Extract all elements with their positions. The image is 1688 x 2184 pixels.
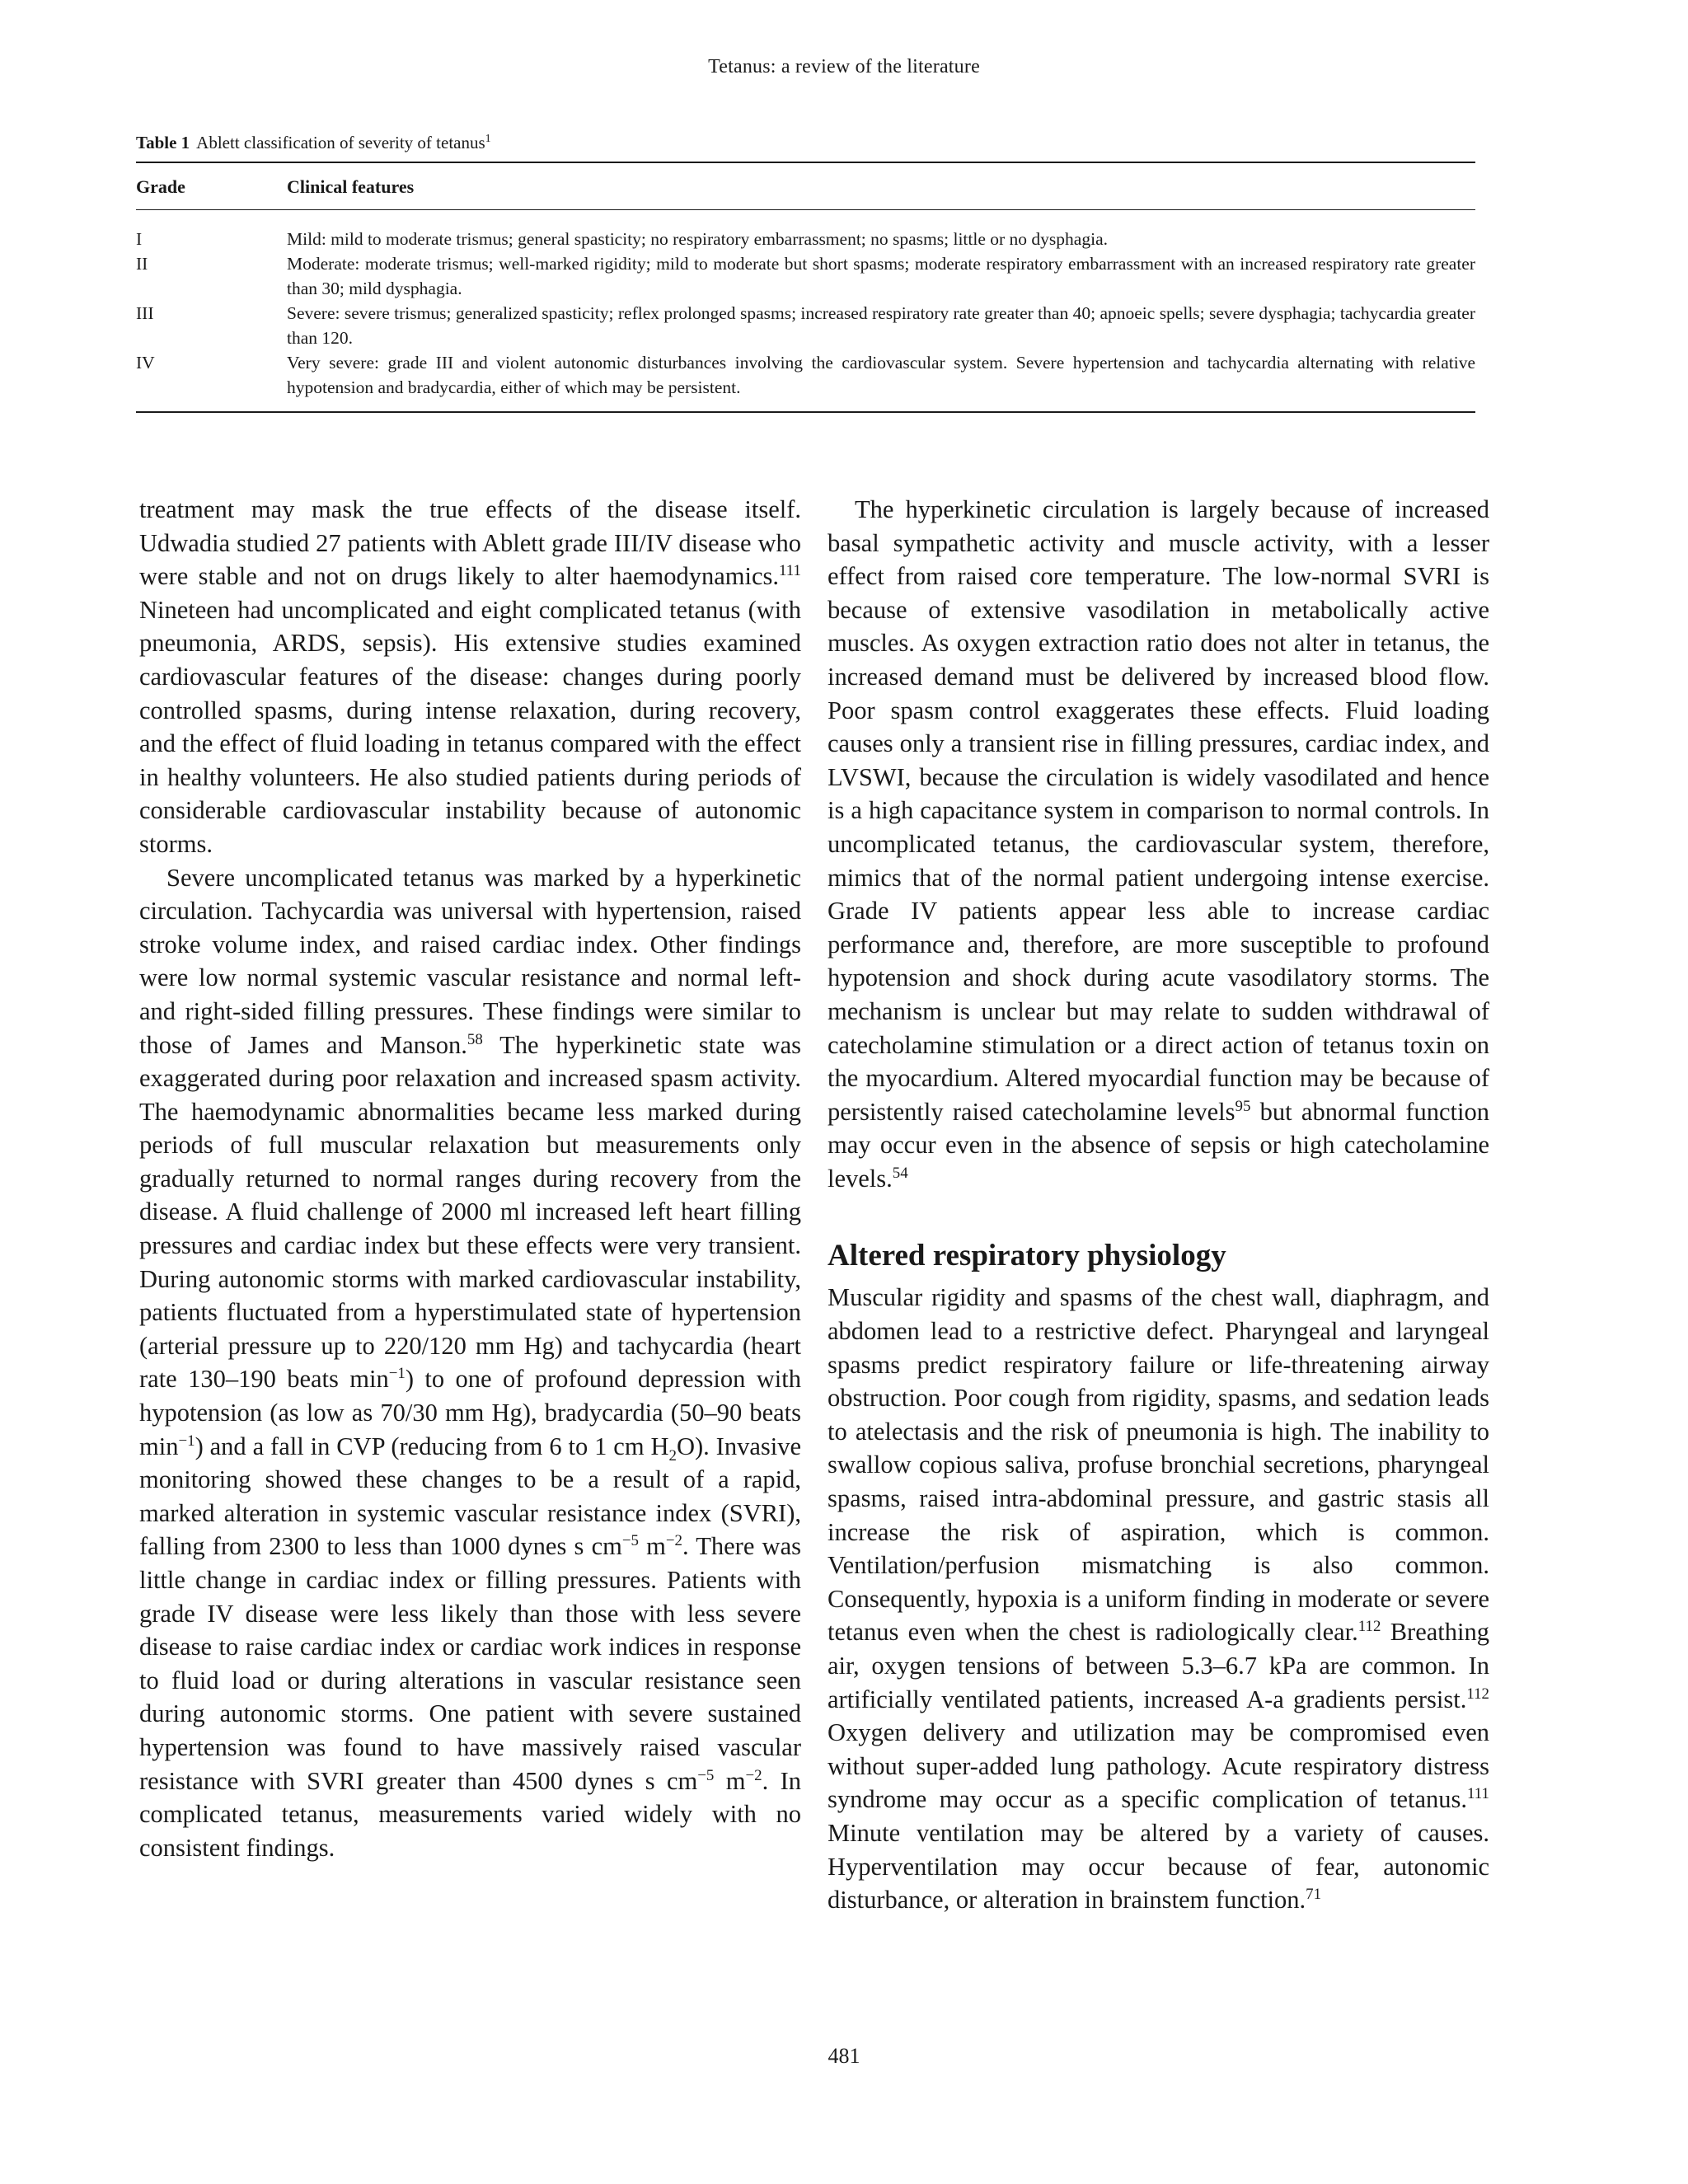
exponent: −1 xyxy=(178,1432,195,1450)
subscript: 2 xyxy=(668,1446,677,1465)
citation-ref: 111 xyxy=(1467,1785,1489,1803)
table-row xyxy=(136,227,1475,251)
table-cell-grade: II xyxy=(136,254,148,274)
exponent: −1 xyxy=(388,1365,406,1383)
table-1 xyxy=(136,132,1475,413)
text-run: Muscular rigidity and spasms of the chest wall, diaphragm, and abdomen lead to a restrictive defect. Pharyngeal and laryngeal spasms predict respiratory failure or life-threatening airway obstruction. Poor cough from rigidity, spasms, and sedation leads to atelectasis and the risk of pneumonia is high. The inability to swallow copious saliva, profuse bronchial secretions, pharyngeal spasms, raised intra-abdominal pressure, and gastric stasis all increase the risk of aspiration, which is common. Ventilation/perfusion mismatching is also common. Consequently, hypoxia is a uniform finding in moderate or severe tetanus even when the chest is radiologically clear. xyxy=(828,1283,1489,1647)
citation-ref: 71 xyxy=(1306,1886,1322,1903)
citation-ref: 112 xyxy=(1466,1685,1489,1703)
table-header-grade: Grade xyxy=(136,176,185,197)
section-heading: Altered respiratory physiology xyxy=(828,1239,1226,1273)
text-run: . In complicated tetanus, measurements varied widely with no consistent findings. xyxy=(139,1766,801,1862)
text-run: m xyxy=(638,1532,666,1561)
table-cell-grade: III xyxy=(136,303,154,323)
table-cell-grade: I xyxy=(136,229,143,249)
table-row xyxy=(136,301,1475,350)
text-run: Minute ventilation may be altered by a variety of causes. Hyperventilation may occur because of fear, autonomic disturbance, or alteration in brainstem function. xyxy=(828,1818,1489,1915)
text-run: but abnormal function may occur even in the absence of sepsis or high catecholamine levels. xyxy=(828,1097,1489,1193)
table-bottom-rule xyxy=(136,411,1475,413)
text-run: The hyperkinetic circulation is largely because of increased basal sympathetic activity and muscle activity, with a lesser effect from raised core temperature. The low-normal SVRI is because of extensive vasodilation in metabolically active muscles. As oxygen extraction ratio does not alter in tetanus, the increased demand must be delivered by increased blood flow. Poor spasm control exaggerates these effects. Fluid loading causes only a transient rise in filling pressures, cardiac index, and LVSWI, because the circulation is widely vasodilated and hence is a high capacitance system in comparison to normal controls. In uncomplicated tetanus, the cardiovascular system, therefore, mimics that of the normal patient undergoing intense exercise. Grade IV patients appear less able to increase cardiac performance and, therefore, are more susceptible to profound hypotension and shock during acute vasodilatory storms. The mechanism is unclear but may relate to sudden withdrawal of catecholamine stimulation or a direct action of tetanus toxin on the myocardium. Altered myocardial function may be because of persistently raised catecholamine levels xyxy=(828,495,1489,1126)
body-paragraph xyxy=(139,493,801,861)
left-column xyxy=(139,493,801,1864)
exponent: −5 xyxy=(697,1766,715,1784)
table-caption-ref: 1 xyxy=(485,133,491,145)
body-paragraph xyxy=(828,493,1489,1195)
text-run: Severe uncomplicated tetanus was marked by a hyperkinetic circulation. Tachycardia was universal with hypertension, raised stroke volume index, and raised cardiac index. Other findings were low normal systemic vascular resistance and normal left- and right-sided filling pressures. These findings were similar to those of James and Manson. xyxy=(139,863,801,1059)
table-body xyxy=(136,227,1475,400)
text-run: Nineteen had uncomplicated and eight complicated tetanus (with pneumonia, ARDS, sepsis). His extensive studies examined cardiovascular features of the disease: changes during poorly controlled spasms, during intense relaxation, during recovery, and the effect of fluid loading in tetanus compared with the effect in healthy volunteers. He also studied patients during periods of considerable cardiovascular instability because of autonomic storms. xyxy=(139,595,801,858)
exponent: −5 xyxy=(621,1532,639,1550)
text-run: treatment may mask the true effects of the disease itself. Udwadia studied 27 patients with Ablett grade III/IV disease who were stable and not on drugs likely to alter haemodynamics. xyxy=(139,495,801,591)
table-caption xyxy=(136,132,1475,153)
text-run: . There was little change in cardiac index or filling pressures. Patients with grade IV disease were less likely than those with less severe disease to raise cardiac index or cardiac work indices in response to fluid load or during alterations in vascular resistance seen during autonomic storms. One patient with severe sustained hypertension was found to have massively raised vascular resistance with SVRI greater than 4500 dynes s cm xyxy=(139,1532,801,1795)
citation-ref: 58 xyxy=(467,1030,483,1048)
table-top-rule xyxy=(136,162,1475,163)
table-header-row xyxy=(136,176,1475,198)
citation-ref: 112 xyxy=(1357,1618,1381,1636)
running-head: Tetanus: a review of the literature xyxy=(708,56,980,77)
body-paragraph xyxy=(139,861,801,1865)
table-header-rule xyxy=(136,209,1475,210)
text-run: ) to one of profound depression with hypotension (as low as 70/30 mm Hg), bradycardia (50–90 beats min xyxy=(139,1365,801,1460)
exponent: −2 xyxy=(665,1532,682,1550)
exponent: −2 xyxy=(745,1766,762,1784)
text-run: ) and a fall in CVP (reducing from 6 to 1 cm H xyxy=(195,1432,669,1460)
table-cell-features: Severe: severe trismus; generalized spasticity; reflex prolonged spasms; increased respiratory rate greater than 40; apnoeic spells; severe dysphagia; tachycardia greater than 120. xyxy=(287,303,1475,348)
citation-ref: 95 xyxy=(1235,1097,1251,1115)
table-cell-features: Mild: mild to moderate trismus; general spasticity; no respiratory embarrassment; no spasms; little or no dysphagia. xyxy=(287,229,1108,249)
text-run: m xyxy=(714,1766,746,1795)
table-cell-features: Very severe: grade III and violent autonomic disturbances involving the cardiovascular system. Severe hypertension and tachycardia alternating with relative hypotension and bradycardia, either of which may be persistent. xyxy=(287,353,1475,397)
body-paragraph xyxy=(828,1281,1489,1916)
text-run: Breathing air, oxygen tensions of between 5.3–6.7 kPa are common. In artificially ventilated patients, increased A-a gradients persist. xyxy=(828,1618,1489,1713)
text-run: Oxygen delivery and utilization may be compromised even without super-added lung pathology. Acute respiratory distress syndrome may occur as a specific complication of tetanus. xyxy=(828,1718,1489,1814)
page-number: 481 xyxy=(828,2044,860,2068)
table-label: Table 1 xyxy=(136,133,190,152)
citation-ref: 111 xyxy=(779,562,801,580)
table-row xyxy=(136,251,1475,301)
table-header-features: Clinical features xyxy=(287,176,415,197)
citation-ref: 54 xyxy=(892,1164,908,1182)
text-run: The hyperkinetic state was exaggerated during poor relaxation and increased spasm activity. The haemodynamic abnormalities became less marked during periods of full muscular relaxation but measurements only gradually returned to normal ranges during recovery from the disease. A fluid challenge of 2000 ml increased left heart filling pressures and cardiac index but these effects were very transient. During autonomic storms with marked cardiovascular instability, patients fluctuated from a hyperstimulated state of hypertension (arterial pressure up to 220/120 mm Hg) and tachycardia (heart rate 130–190 beats min xyxy=(139,1030,801,1394)
right-column xyxy=(828,493,1489,1917)
table-row xyxy=(136,350,1475,400)
text-run: O). Invasive monitoring showed these changes to be a result of a rapid, marked alteration in systemic vascular resistance index (SVRI), falling from 2300 to less than 1000 dynes s cm xyxy=(139,1432,801,1561)
table-caption-text: Ablett classification of severity of tetanus xyxy=(196,133,485,152)
table-cell-features: Moderate: moderate trismus; well-marked rigidity; mild to moderate but short spasms; moderate respiratory embarrassment with an increased respiratory rate greater than 30; mild dysphagia. xyxy=(287,254,1475,298)
table-cell-grade: IV xyxy=(136,353,155,373)
